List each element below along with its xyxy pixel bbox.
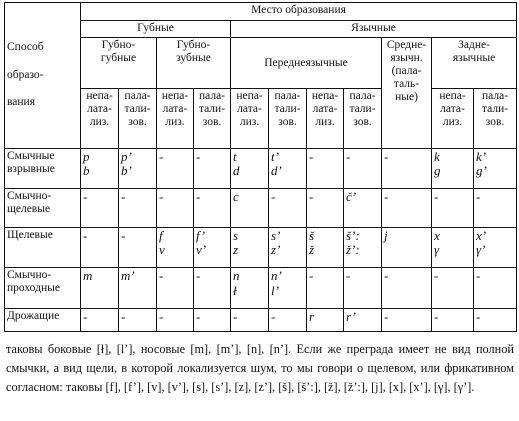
manner-label bbox=[5, 308, 81, 331]
phoneme-cell bbox=[157, 268, 194, 308]
phoneme-cell bbox=[382, 268, 432, 308]
labial-header: Губные bbox=[81, 21, 231, 38]
phoneme: r bbox=[309, 308, 315, 324]
phoneme-cell bbox=[81, 308, 119, 331]
header-line: Задне- bbox=[458, 39, 490, 52]
phoneme: c bbox=[233, 189, 239, 205]
header-line: непа- bbox=[311, 90, 339, 103]
labiodental-header bbox=[157, 38, 231, 89]
phoneme: n bbox=[233, 268, 240, 284]
phoneme: - bbox=[159, 308, 164, 324]
consonant-rows bbox=[5, 148, 517, 331]
phoneme-cell bbox=[307, 227, 344, 267]
phoneme-cell bbox=[382, 308, 432, 331]
header-line: тали- bbox=[274, 103, 301, 116]
phoneme-cell bbox=[432, 268, 474, 308]
phoneme-cell bbox=[157, 148, 194, 188]
table-row bbox=[5, 148, 517, 188]
header-line: язычн. bbox=[390, 52, 423, 64]
manner-header bbox=[5, 3, 81, 149]
header-line: лата- bbox=[440, 103, 465, 116]
phoneme-cell bbox=[194, 189, 231, 227]
phoneme: - bbox=[83, 189, 88, 205]
header-line: пала- bbox=[349, 90, 376, 103]
header-line: лата- bbox=[87, 103, 112, 116]
nonpalatalized-header bbox=[231, 89, 269, 149]
header-line: зов. bbox=[128, 115, 147, 128]
phoneme-cell bbox=[157, 308, 194, 331]
palatalized-header bbox=[344, 89, 382, 149]
phoneme-cell bbox=[432, 227, 474, 267]
posterior-lingual-header bbox=[432, 38, 517, 89]
phoneme-cell bbox=[474, 189, 517, 227]
header-line: лиз. bbox=[89, 115, 110, 128]
palatalized-header bbox=[269, 89, 307, 149]
phoneme: m bbox=[83, 268, 93, 284]
nonpalatalized-header bbox=[432, 89, 474, 149]
palatalized-header bbox=[474, 89, 517, 149]
phoneme: r’ bbox=[346, 308, 356, 324]
phoneme: - bbox=[271, 189, 276, 205]
header-line: лиз. bbox=[239, 115, 260, 128]
phoneme-cell bbox=[269, 308, 307, 331]
header-line: язычные bbox=[452, 52, 496, 64]
table-row bbox=[5, 268, 517, 308]
phoneme: x bbox=[434, 227, 440, 243]
phoneme-cell bbox=[382, 227, 432, 267]
phoneme-cell bbox=[231, 227, 269, 267]
phoneme: γ bbox=[434, 242, 440, 258]
manner-label bbox=[5, 268, 81, 308]
phoneme-cell bbox=[344, 268, 382, 308]
phoneme-cell bbox=[269, 227, 307, 267]
header-line: тали- bbox=[349, 103, 376, 116]
header-line: лата- bbox=[162, 103, 188, 116]
phoneme-cell bbox=[382, 148, 432, 188]
phoneme: - bbox=[434, 268, 439, 284]
phoneme-cell bbox=[344, 227, 382, 267]
manner-label-line: Дрожащие bbox=[7, 309, 60, 322]
phoneme: f’ bbox=[196, 227, 206, 243]
phoneme: z’ bbox=[271, 242, 281, 258]
lingual-header: Язычные bbox=[231, 21, 517, 38]
middle-lingual-header bbox=[382, 38, 432, 149]
phoneme: s’ bbox=[271, 227, 281, 243]
header-line: зов. bbox=[278, 115, 297, 128]
header-line: Средне- bbox=[386, 39, 427, 52]
phoneme-cell bbox=[474, 148, 517, 188]
phoneme-cell bbox=[344, 148, 382, 188]
phoneme: t bbox=[233, 148, 237, 164]
phoneme: k’ bbox=[476, 148, 487, 164]
phoneme: - bbox=[271, 308, 276, 324]
phoneme: - bbox=[196, 148, 201, 164]
phoneme-cell bbox=[119, 268, 157, 308]
phoneme: γ’ bbox=[476, 242, 486, 258]
phoneme-cell bbox=[432, 189, 474, 227]
phoneme-cell bbox=[344, 189, 382, 227]
phoneme: k bbox=[434, 148, 440, 164]
header-line: лата- bbox=[312, 103, 338, 116]
header-line: непа- bbox=[161, 90, 189, 103]
phoneme: - bbox=[159, 148, 164, 164]
phoneme: - bbox=[434, 308, 439, 324]
palatalized-header bbox=[194, 89, 231, 149]
phoneme-cell bbox=[119, 308, 157, 331]
header-line: зов. bbox=[353, 115, 372, 128]
phoneme: - bbox=[476, 308, 481, 324]
header-line: зов. bbox=[202, 115, 222, 128]
phoneme-cell bbox=[157, 189, 194, 227]
phoneme-cell bbox=[231, 308, 269, 331]
anterior-lingual-header: Переднеязычные bbox=[231, 38, 382, 89]
phoneme: - bbox=[346, 268, 351, 284]
phoneme: p bbox=[83, 148, 90, 164]
header-line: лиз. bbox=[315, 115, 335, 128]
phoneme: - bbox=[309, 268, 314, 284]
header-line: пала- bbox=[274, 90, 301, 103]
phoneme: m’ bbox=[121, 268, 135, 284]
phoneme: v bbox=[159, 242, 165, 258]
phoneme-cell bbox=[432, 308, 474, 331]
phoneme: č’ bbox=[346, 189, 357, 205]
phoneme: z bbox=[233, 242, 239, 258]
consonant-classification-table bbox=[4, 2, 517, 332]
phoneme: - bbox=[196, 189, 201, 205]
phoneme-cell bbox=[194, 227, 231, 267]
header-line: Губно- bbox=[101, 39, 136, 52]
phoneme-cell bbox=[307, 148, 344, 188]
phoneme: - bbox=[83, 227, 88, 243]
phoneme-cell bbox=[269, 268, 307, 308]
manner-label bbox=[5, 227, 81, 267]
phoneme-cell bbox=[307, 308, 344, 331]
palatalized-header bbox=[119, 89, 157, 149]
phoneme-cell bbox=[382, 189, 432, 227]
nonpalatalized-header bbox=[157, 89, 194, 149]
manner-label-line: щелевые bbox=[7, 203, 51, 216]
phoneme: - bbox=[196, 308, 201, 324]
phoneme-cell bbox=[231, 189, 269, 227]
paragraph: таковы боковые [ł], [l’], носовые [m], [m’], [n], [n’]. Если же преграда имеет не вид полной смычки, а вид щели, в которой локализуется шум, то мы говори о щелевом, или фрикативном согласном: таковы [f], [f’], [v], [v’], [s], [s’], [z], [z’], [š], [š’:], [ž], [ž’:], [j], [x], [x’], [γ], [γ’]. bbox=[6, 342, 514, 394]
body-text bbox=[6, 340, 514, 397]
header-line: тали- bbox=[198, 103, 226, 116]
phoneme-cell bbox=[81, 227, 119, 267]
header-line: Способ bbox=[7, 41, 44, 54]
phoneme: d bbox=[233, 163, 240, 179]
manner-label-line: проходные bbox=[7, 281, 60, 294]
phoneme-cell bbox=[307, 189, 344, 227]
phoneme: - bbox=[121, 308, 126, 324]
phoneme-cell bbox=[119, 227, 157, 267]
phoneme-cell bbox=[194, 308, 231, 331]
header-line: вания bbox=[7, 96, 35, 109]
header-line: Губно- bbox=[176, 39, 211, 52]
phoneme: - bbox=[159, 189, 164, 205]
phoneme-cell bbox=[194, 268, 231, 308]
phoneme-cell bbox=[307, 268, 344, 308]
bilabial-header bbox=[81, 38, 157, 89]
header-line: (пала- bbox=[391, 64, 422, 77]
phoneme-cell bbox=[474, 268, 517, 308]
phoneme-cell bbox=[474, 308, 517, 331]
header-line: таль- bbox=[393, 77, 420, 90]
phoneme-cell bbox=[119, 148, 157, 188]
phoneme-cell bbox=[81, 148, 119, 188]
phoneme: p’ bbox=[121, 148, 132, 164]
manner-label-line: Смычно- bbox=[7, 269, 52, 282]
phoneme: - bbox=[309, 148, 314, 164]
phoneme: b’ bbox=[121, 163, 132, 179]
phoneme: b bbox=[83, 163, 90, 179]
phoneme: ž’: bbox=[346, 242, 360, 258]
header-line: зубные bbox=[176, 52, 211, 64]
manner-label-line: взрывные bbox=[7, 162, 55, 175]
header-line: пала- bbox=[482, 90, 509, 103]
phoneme: - bbox=[159, 268, 164, 284]
manner-label-line: Смычные bbox=[7, 149, 55, 162]
header-line: пала- bbox=[198, 90, 226, 103]
phoneme: - bbox=[121, 189, 126, 205]
phoneme: - bbox=[384, 189, 389, 205]
phoneme: š bbox=[309, 227, 315, 243]
nonpalatalized-header bbox=[81, 89, 119, 149]
header-line: непа- bbox=[439, 90, 466, 103]
phoneme-cell bbox=[81, 268, 119, 308]
header-line: непа- bbox=[86, 90, 113, 103]
phoneme-cell bbox=[432, 148, 474, 188]
phoneme: - bbox=[384, 308, 389, 324]
header-line: лиз. bbox=[165, 115, 185, 128]
phoneme-cell bbox=[344, 308, 382, 331]
header-line: непа- bbox=[236, 90, 263, 103]
header-line: тали- bbox=[124, 103, 151, 116]
table-row bbox=[5, 308, 517, 331]
nonpalatalized-header bbox=[307, 89, 344, 149]
table-row bbox=[5, 189, 517, 227]
phoneme: ž bbox=[309, 242, 315, 258]
header-line: губные bbox=[100, 52, 137, 64]
phoneme-cell bbox=[157, 227, 194, 267]
phoneme-cell bbox=[231, 148, 269, 188]
phoneme: - bbox=[196, 268, 201, 284]
phoneme: t’ bbox=[271, 148, 279, 164]
phoneme: - bbox=[121, 227, 126, 243]
phoneme: j bbox=[384, 227, 388, 243]
phoneme: - bbox=[384, 268, 389, 284]
phoneme: l’ bbox=[271, 282, 279, 298]
phoneme: - bbox=[309, 189, 314, 205]
phoneme: - bbox=[476, 189, 481, 205]
header-line: ные) bbox=[395, 90, 418, 103]
phoneme: - bbox=[384, 148, 389, 164]
place-header: Место образования bbox=[81, 3, 517, 21]
phoneme: - bbox=[346, 148, 351, 164]
phoneme: - bbox=[434, 189, 439, 205]
phoneme-cell bbox=[474, 227, 517, 267]
phoneme-cell bbox=[81, 189, 119, 227]
phoneme: š’: bbox=[346, 227, 360, 243]
phoneme: f bbox=[159, 227, 163, 243]
header-line: образо- bbox=[7, 68, 44, 81]
phoneme: g bbox=[434, 163, 441, 179]
phoneme-cell bbox=[269, 189, 307, 227]
manner-label-line: Смычно- bbox=[7, 190, 52, 203]
phoneme-cell bbox=[194, 148, 231, 188]
phoneme-cell bbox=[269, 148, 307, 188]
phoneme-cell bbox=[231, 268, 269, 308]
table-row bbox=[5, 227, 517, 267]
phoneme: x’ bbox=[476, 227, 487, 243]
phoneme: s bbox=[233, 227, 239, 243]
manner-label-line: Щелевые bbox=[7, 228, 53, 241]
header-line: лиз. bbox=[442, 115, 463, 128]
header-line: пала- bbox=[124, 90, 151, 103]
phoneme: v’ bbox=[196, 242, 207, 258]
phoneme: ł bbox=[233, 282, 237, 298]
phoneme: - bbox=[233, 308, 238, 324]
phoneme: - bbox=[83, 308, 88, 324]
header-line: лата- bbox=[237, 103, 262, 116]
phoneme: - bbox=[476, 268, 481, 284]
manner-label bbox=[5, 189, 81, 227]
header-line: тали- bbox=[481, 103, 509, 116]
phoneme: d’ bbox=[271, 163, 282, 179]
header-line: зов. bbox=[485, 115, 505, 128]
phoneme: n’ bbox=[271, 268, 282, 284]
manner-label bbox=[5, 148, 81, 188]
phoneme-cell bbox=[119, 189, 157, 227]
phoneme: g’ bbox=[476, 163, 487, 179]
